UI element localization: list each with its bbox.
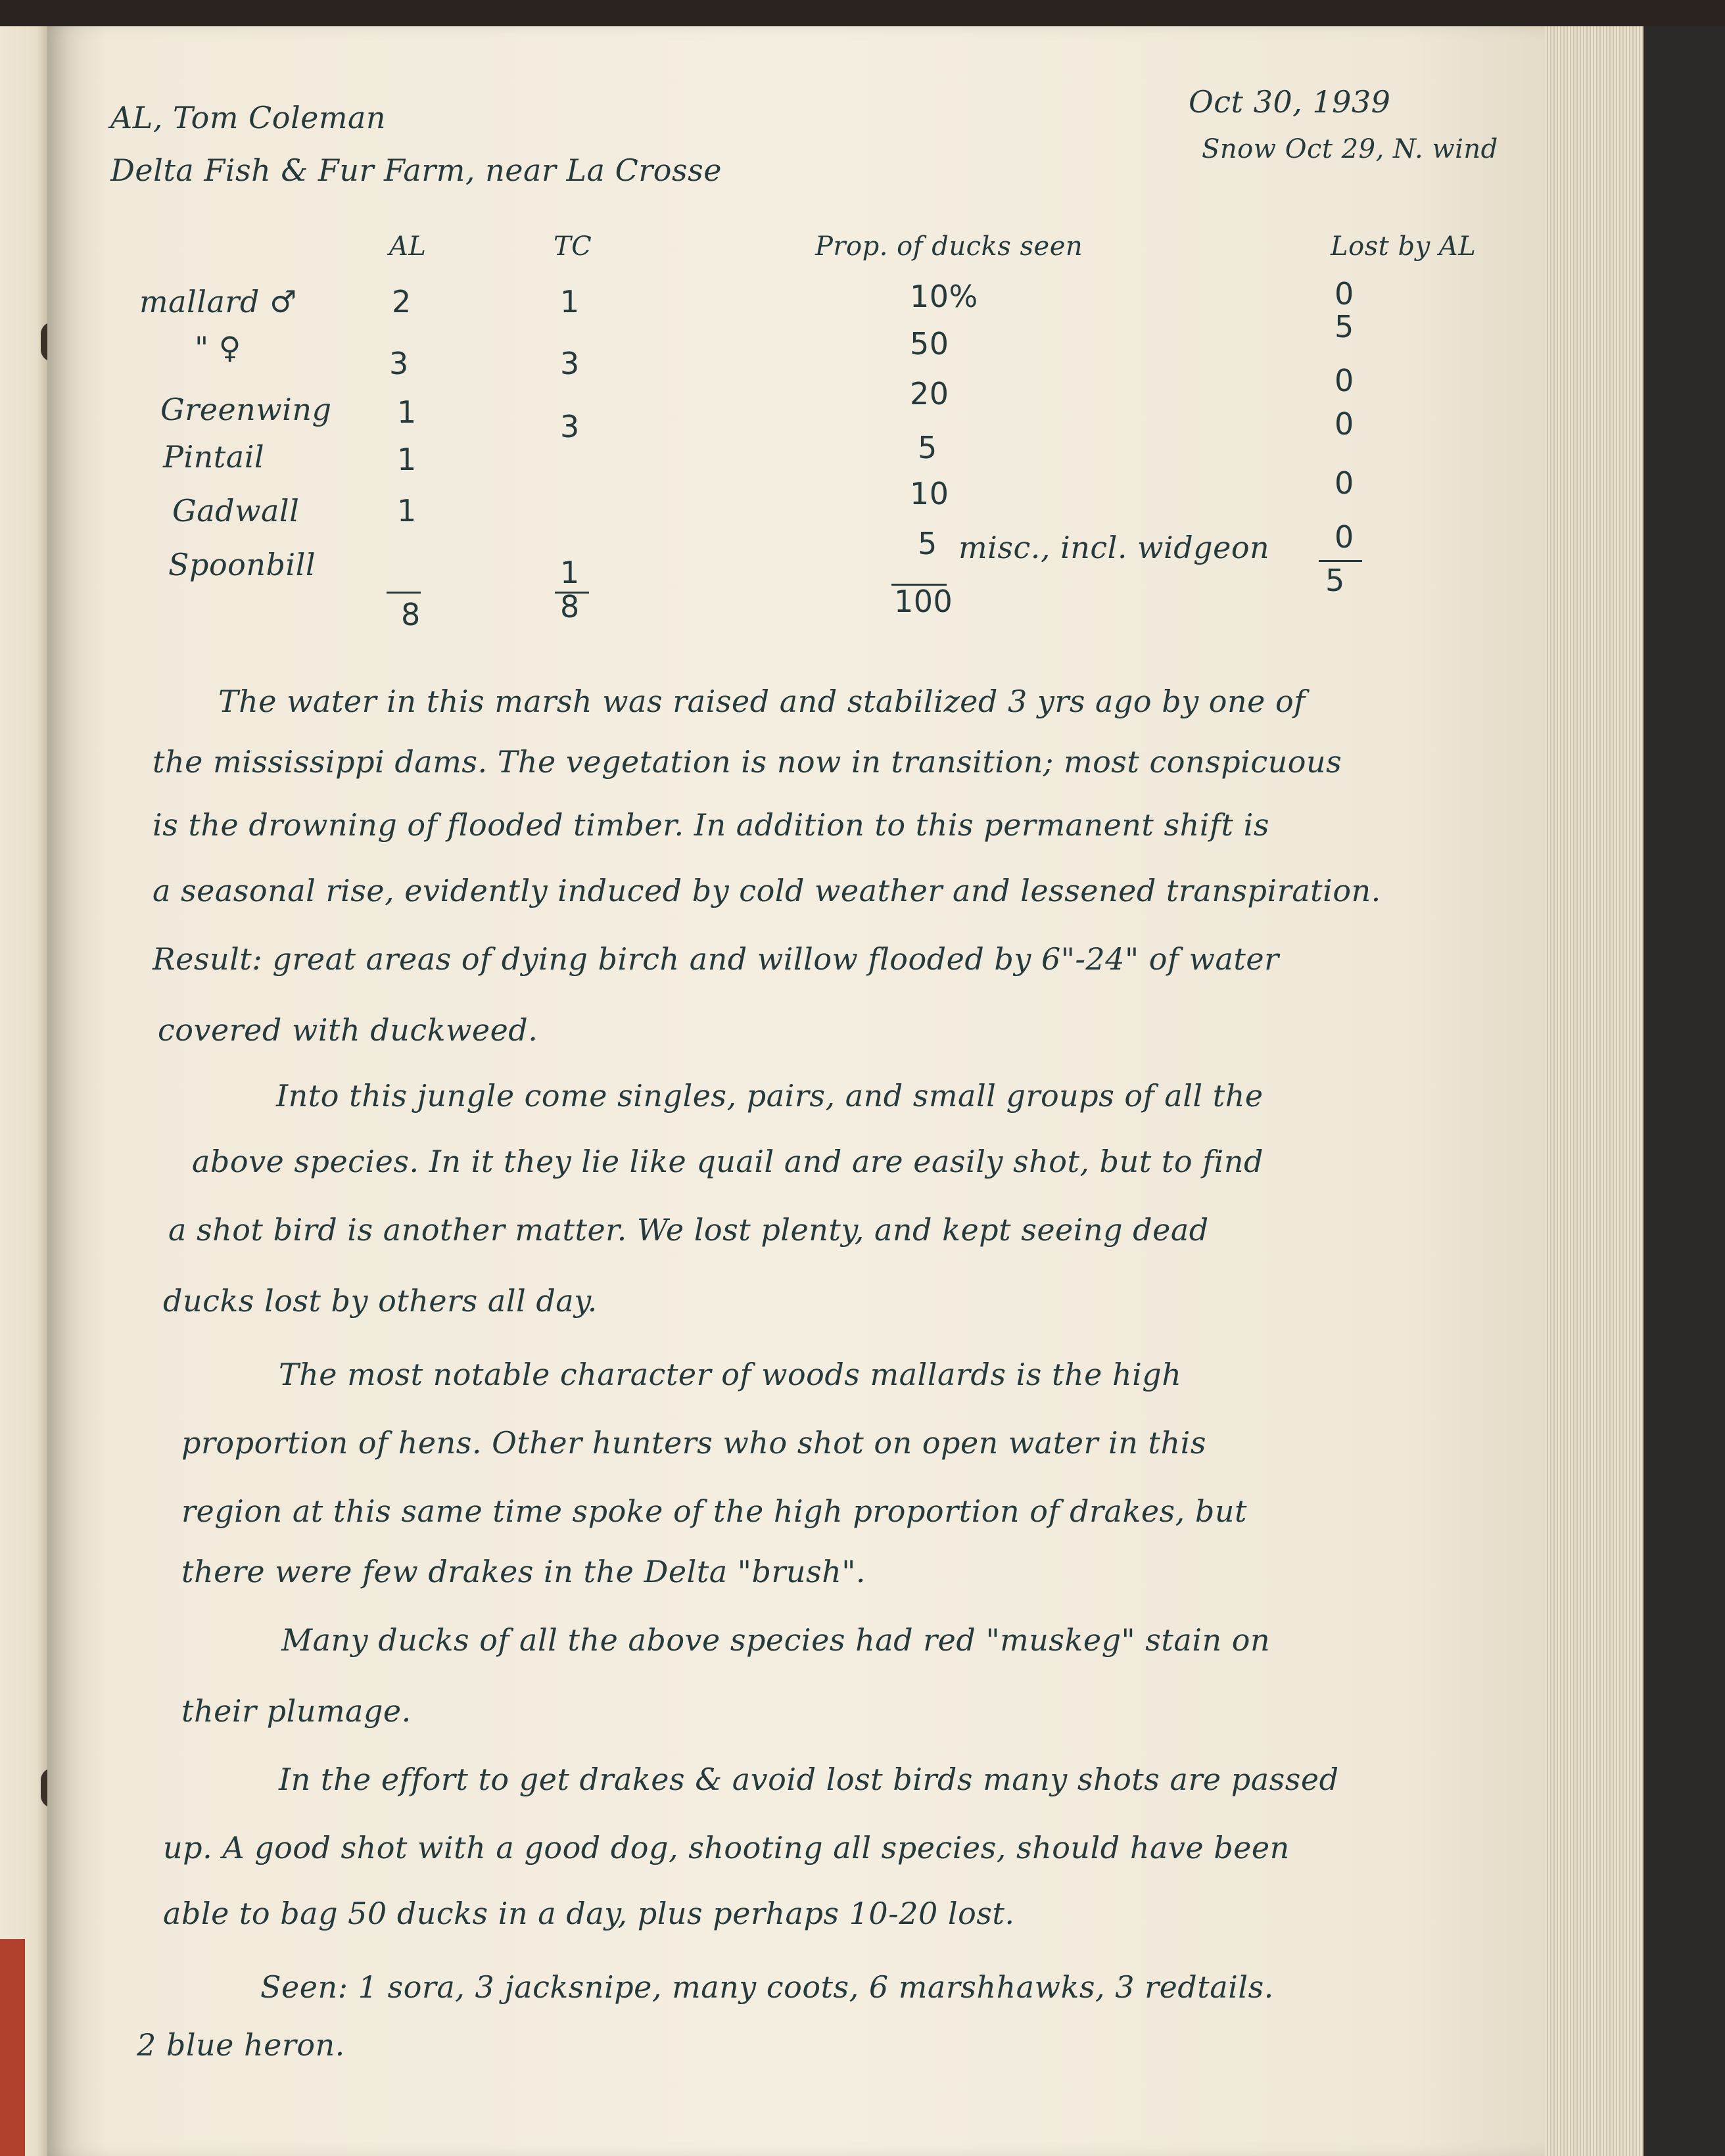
text-line: The water in this marsh was raised and stabilized 3 yrs ago by one of — [218, 684, 1306, 719]
al-cell: 1 — [397, 394, 417, 430]
col-header-tc: TC — [554, 231, 592, 262]
tc-cell: 1 — [560, 555, 580, 590]
total-al: 8 — [401, 597, 421, 632]
text-line: Many ducks of all the above species had red "muskeg" stain on — [281, 1622, 1271, 1658]
al-cell: 2 — [392, 284, 412, 319]
lost-cell: 0 — [1335, 406, 1354, 442]
text-line: proportion of hens. Other hunters who shot on open water in this — [181, 1425, 1206, 1461]
col-header-lost: Lost by AL — [1331, 231, 1477, 262]
prop-cell: 10 — [910, 476, 949, 511]
lost-cell: 0 — [1335, 519, 1354, 555]
col-header-prop: Prop. of ducks seen — [815, 231, 1083, 262]
text-line: Seen: 1 sora, 3 jacksnipe, many coots, 6 marshhawks, 3 redtails. — [260, 1969, 1274, 2005]
header-names: AL, Tom Coleman — [110, 100, 387, 135]
text-line: region at this same time spoke of the high proportion of drakes, but — [181, 1493, 1247, 1529]
al-cell: 3 — [389, 346, 409, 381]
text-line: above species. In it they lie like quail and are easily shot, but to find — [192, 1144, 1264, 1179]
al-cell: 1 — [397, 442, 417, 477]
total-tc: 8 — [560, 589, 580, 624]
lost-cell: 0 — [1335, 363, 1354, 398]
lost-cell: 0 — [1335, 276, 1354, 312]
total-lost: 5 — [1325, 563, 1345, 598]
text-line: the mississippi dams. The vegetation is now in transition; most conspicuous — [153, 744, 1342, 780]
species-cell: Greenwing — [160, 392, 332, 427]
text-line: their plumage. — [181, 1693, 412, 1729]
text-line: Into this jungle come singles, pairs, and small groups of all the — [276, 1078, 1264, 1113]
text-line: up. A good shot with a good dog, shooting all species, should have been — [163, 1830, 1290, 1865]
lost-cell: 0 — [1335, 465, 1354, 501]
lost-cell: 5 — [1335, 309, 1354, 344]
prop-cell: 50 — [910, 326, 949, 362]
text-line: able to bag 50 ducks in a day, plus perhaps 10-20 lost. — [163, 1896, 1015, 1931]
prop-note: misc., incl. widgeon — [958, 530, 1270, 565]
prop-cell: 10% — [910, 279, 978, 314]
prop-cell: 5 — [918, 430, 937, 465]
species-cell: " ♀ — [195, 330, 241, 365]
total-rule-lost — [1319, 560, 1362, 562]
text-line: there were few drakes in the Delta "brush". — [181, 1554, 866, 1589]
tc-cell: 3 — [560, 346, 580, 381]
tc-cell: 1 — [560, 284, 580, 319]
prop-cell: 5 — [918, 526, 937, 561]
text-line: ducks lost by others all day. — [163, 1283, 598, 1319]
text-line: Result: great areas of dying birch and willow flooded by 6"-24" of water — [153, 941, 1279, 977]
text-line: a shot bird is another matter. We lost plenty, and kept seeing dead — [168, 1212, 1209, 1248]
text-line: covered with duckweed. — [158, 1012, 538, 1048]
tc-cell: 3 — [560, 409, 580, 444]
book-cover — [1643, 26, 1725, 2156]
total-rule-al — [387, 592, 421, 594]
header-location: Delta Fish & Fur Farm, near La Crosse — [110, 152, 722, 188]
species-cell: mallard ♂ — [139, 284, 297, 319]
species-cell: Spoonbill — [168, 547, 316, 582]
header-weather: Snow Oct 29, N. wind — [1202, 134, 1498, 164]
text-line: The most notable character of woods mallards is the high — [279, 1357, 1182, 1392]
prop-cell: 20 — [910, 376, 949, 411]
text-line: In the effort to get drakes & avoid lost birds many shots are passed — [279, 1762, 1339, 1797]
page-stack-edges — [1545, 26, 1643, 2156]
species-cell: Pintail — [163, 439, 265, 475]
header-date: Oct 30, 1939 — [1189, 84, 1391, 120]
text-line: is the drowning of flooded timber. In addition to this permanent shift is — [153, 807, 1269, 843]
species-cell: Gadwall — [172, 493, 300, 528]
total-prop: 100 — [894, 584, 953, 619]
text-line: 2 blue heron. — [137, 2027, 345, 2063]
red-ribbon — [0, 1939, 25, 2156]
text-line: a seasonal rise, evidently induced by cold weather and lessened transpiration. — [153, 873, 1381, 908]
al-cell: 1 — [397, 493, 417, 528]
col-header-al: AL — [389, 231, 427, 262]
